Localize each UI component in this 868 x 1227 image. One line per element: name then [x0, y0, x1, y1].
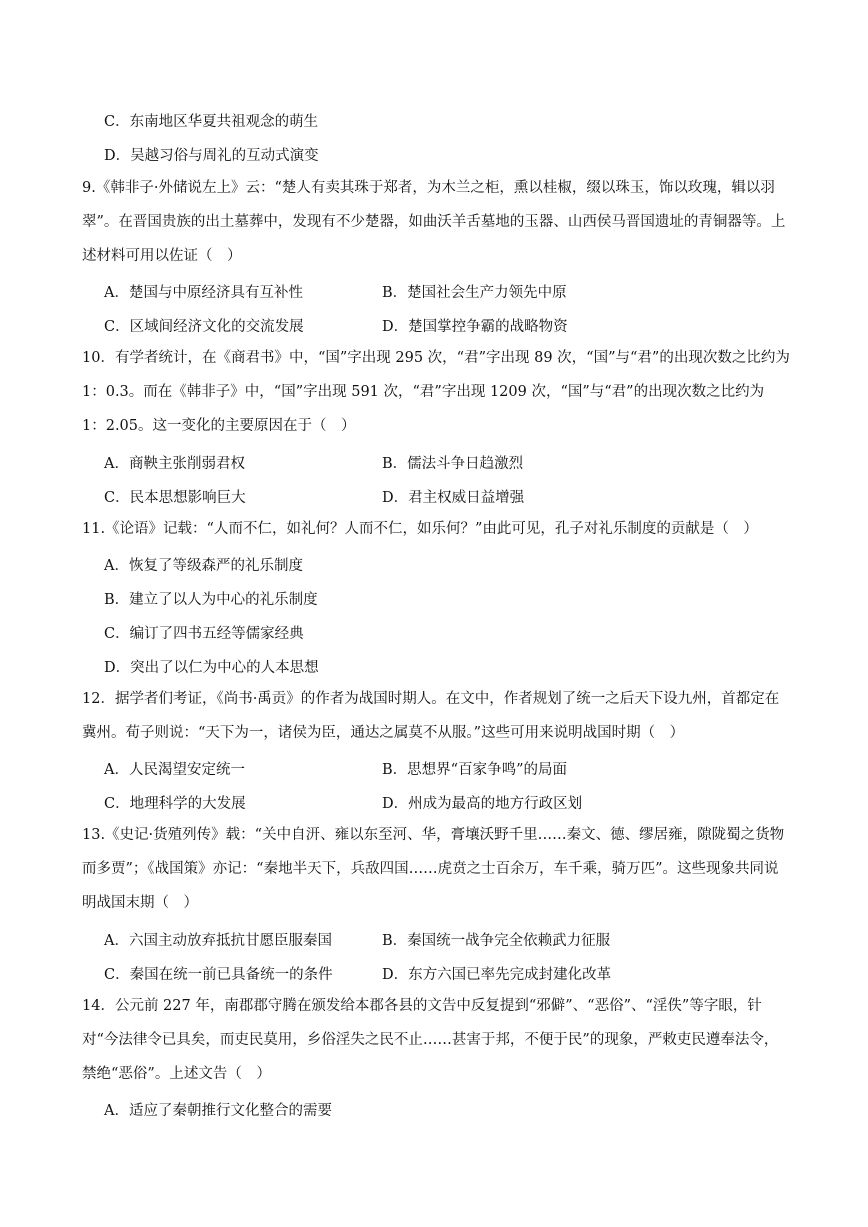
- q12-option-a: A．人民渴望安定统一: [104, 762, 245, 778]
- q14-option-a: A．适应了秦朝推行文化整合的需要: [104, 1103, 332, 1119]
- q9-stem: 9.《韩非子·外储说左上》云：“楚人有卖其珠于郑者，为木兰之柜，熏以桂椒，缀以珠玉，饰以玫瑰，辑以羽翠”。在晋国贵族的出土墓葬中，发现有不少楚器，如曲沃羊舌墓地的玉器、山西侯马晋国遗址的青铜器等。上述材料可用以佐证（ ）: [82, 180, 786, 264]
- q10-option-b: B．儒法斗争日趋激烈: [382, 456, 524, 472]
- q10-stem: 10．有学者统计，在《商君书》中，“国”字出现 295 次，“君”字出现 89 次，“国”与“君”的出现次数之比约为 1：0.3。而在《韩非子》中，“国”字出现 591 次，“君”字出现 1209 次，“国”与“君”的出现次数之比约为 1：2.05。这一变化的主要原因在于（ ）: [82, 350, 790, 434]
- q12-stem: 12．据学者们考证，《尚书·禹贡》的作者为战国时期人。在文中，作者规划了统一之后天下设九州，首都定在冀州。荀子则说：“天下为一，诸侯为臣，通达之属莫不从服。”这些可用来说明战国时期（ ）: [82, 691, 780, 741]
- q13-option-b: B．秦国统一战争完全依赖武力征服: [382, 933, 611, 949]
- q10-option-c: C．民本思想影响巨大: [104, 490, 246, 506]
- q11-option-d: D．突出了以仁为中心的人本思想: [104, 660, 319, 676]
- q9-option-a: A．楚国与中原经济具有互补性: [104, 285, 303, 301]
- q12-option-d: D．州成为最高的地方行政区划: [382, 796, 583, 812]
- q13-stem: 13.《史记·货殖列传》载：“关中自汧、雍以东至河、华，膏壤沃野千里……秦文、德、缪居雍，隙陇蜀之货物而多贾”；《战国策》亦记：“秦地半天下，兵敌四国……虎贲之士百余万，车千乘，骑万匹”。这些现象共同说明战国末期（ ）: [82, 827, 785, 911]
- q12-option-b: B．思想界“百家争鸣”的局面: [382, 762, 567, 778]
- q12-option-c: C．地理科学的大发展: [104, 796, 246, 812]
- q11-stem: 11.《论语》记载：“人而不仁，如礼何？人而不仁，如乐何？”由此可见，孔子对礼乐制度的贡献是（ ）: [82, 521, 758, 537]
- q11-option-c: C．编订了四书五经等儒家经典: [104, 626, 304, 642]
- q13-option-d: D．东方六国已率先完成封建化改革: [382, 967, 612, 983]
- q8-option-d: D．吴越习俗与周礼的互动式演变: [104, 148, 319, 164]
- q10-option-a: A．商鞅主张削弱君权: [104, 456, 245, 472]
- q8-option-c: C．东南地区华夏共祖观念的萌生: [104, 114, 319, 130]
- q11-option-b: B．建立了以人为中心的礼乐制度: [104, 592, 318, 608]
- q9-option-b: B．楚国社会生产力领先中原: [382, 285, 567, 301]
- q14-stem: 14．公元前 227 年，南郡郡守腾在颁发给本郡各县的文告中反复提到“邪僻”、“恶俗”、“淫佚”等字眼，针对“今法律令已具矣，而吏民莫用，乡俗淫失之民不止……甚害于邦，不便于民”的现象，严敕吏民遵奉法令，禁绝“恶俗”。上述文告（ ）: [82, 998, 779, 1082]
- q13-option-a: A．六国主动放弃抵抗甘愿臣服秦国: [104, 933, 332, 949]
- q13-option-c: C．秦国在统一前已具备统一的条件: [104, 967, 333, 983]
- q9-option-c: C．区域间经济文化的交流发展: [104, 319, 304, 335]
- q11-option-a: A．恢复了等级森严的礼乐制度: [104, 558, 303, 574]
- q10-option-d: D．君主权威日益增强: [382, 490, 525, 506]
- q9-option-d: D．楚国掌控争霸的战略物资: [382, 319, 568, 335]
